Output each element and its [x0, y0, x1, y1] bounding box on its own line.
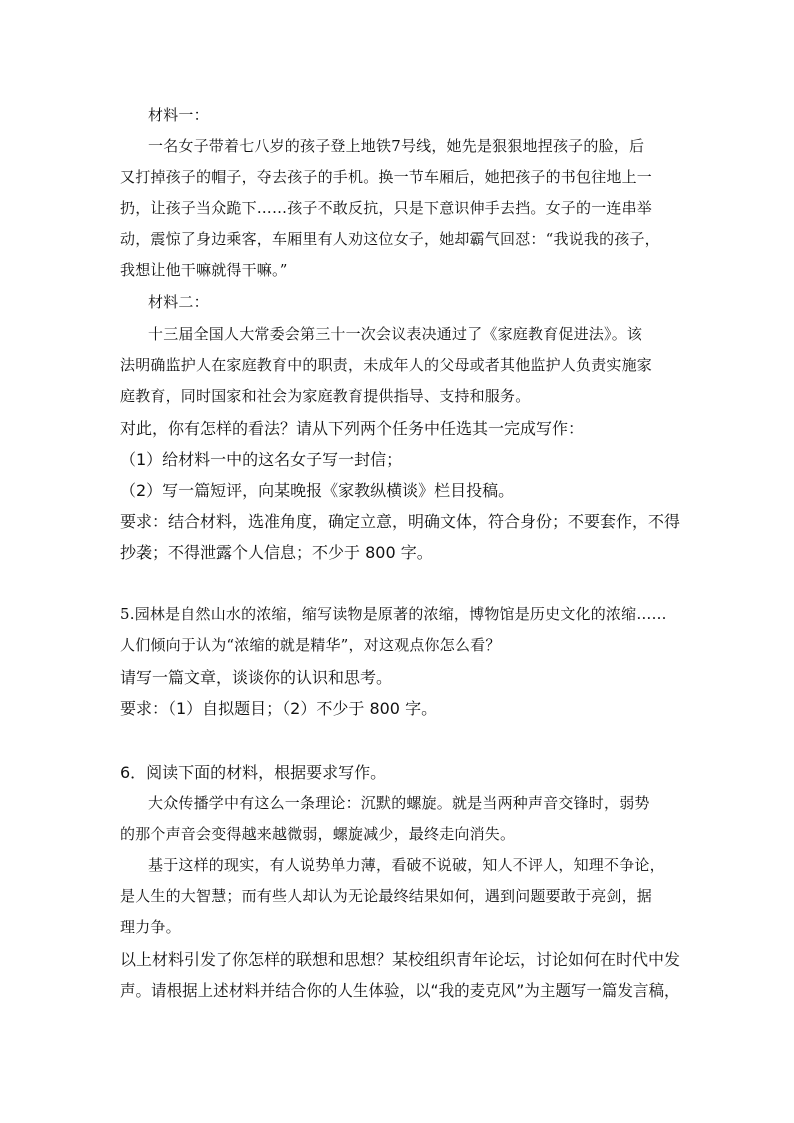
question-5-line: 人们倾向于认为“浓缩的就是精华”，对这观点你怎么看？ [120, 636, 501, 654]
question-6-task: 声。请根据上述材料并结合你的人生体验，以“我的麦克风”为主题写一篇发言稿， [120, 981, 680, 1000]
requirements-line: 要求：结合材料，选准角度，确定立意，明确文体，符合身份；不要套作，不得 [120, 512, 681, 531]
material-1-line: 一名女子带着七八岁的孩子登上地铁7号线，她先是狠狠地捏孩子的脸，后 [148, 137, 645, 155]
material-1-line: 扔，让孩子当众跪下……孩子不敢反抗，只是下意识伸手去挡。女子的一连串举 [120, 199, 653, 217]
material-2-line: 十三届全国人大常委会第三十一次会议表决通过了《家庭教育促进法》。该 [148, 325, 643, 343]
task-option-2: （2）写一篇短评，向某晚报《家教纵横谈》栏目投稿。 [120, 481, 515, 500]
question-5-task: 请写一篇文章，谈谈你的认识和思考。 [120, 668, 393, 687]
question-6-material-line: 的那个声音会变得越来越微弱，螺旋减少，最终走向消失。 [120, 825, 516, 843]
question-6-material-line: 大众传播学中有这么一条理论：沉默的螺旋。就是当两种声音交锋时，弱势 [148, 794, 650, 812]
question-5-line: 5.园林是自然山水的浓缩，缩写读物是原著的浓缩，博物馆是历史文化的浓缩…… [120, 605, 667, 623]
material-1-line: 我想让他干嘛就得干嘛。” [120, 261, 288, 279]
question-5-requirements: 要求：（1）自拟题目；（2）不少于 800 字。 [120, 699, 438, 718]
requirements-line: 抄袭；不得泄露个人信息；不少于 800 字。 [120, 543, 433, 562]
question-6-material-line: 理力争。 [120, 918, 181, 936]
material-2-heading: 材料二： [148, 293, 209, 311]
task-option-1: （1）给材料一中的这名女子写一封信； [120, 450, 403, 469]
material-1-line: 又打掉孩子的帽子，夺去孩子的手机。换一节车厢后，她把孩子的书包往地上一 [120, 168, 653, 186]
task-intro: 对此，你有怎样的看法？请从下列两个任务中任选其一完成写作： [120, 419, 585, 438]
question-6-title: 6．阅读下面的材料，根据要求写作。 [120, 763, 387, 782]
material-2-line: 法明确监护人在家庭教育中的职责，未成年人的父母或者其他监护人负责实施家 [120, 356, 653, 374]
material-2-line: 庭教育，同时国家和社会为家庭教育提供指导、支持和服务。 [120, 387, 531, 405]
question-6-material-line: 是人生的大智慧；而有些人却认为无论最终结果如何，遇到问题要敢于亮剑，据 [120, 887, 653, 905]
material-1-heading: 材料一： [148, 106, 209, 124]
question-6-material-line: 基于这样的现实，有人说势单力薄，看破不说破，知人不评人，知理不争论， [148, 856, 665, 874]
material-1-line: 动，震惊了身边乘客，车厢里有人劝这位女子，她却霸气回怼：“我说我的孩子， [120, 230, 660, 248]
question-6-task: 以上材料引发了你怎样的联想和思想？某校组织青年论坛，讨论如何在时代中发 [120, 950, 681, 969]
